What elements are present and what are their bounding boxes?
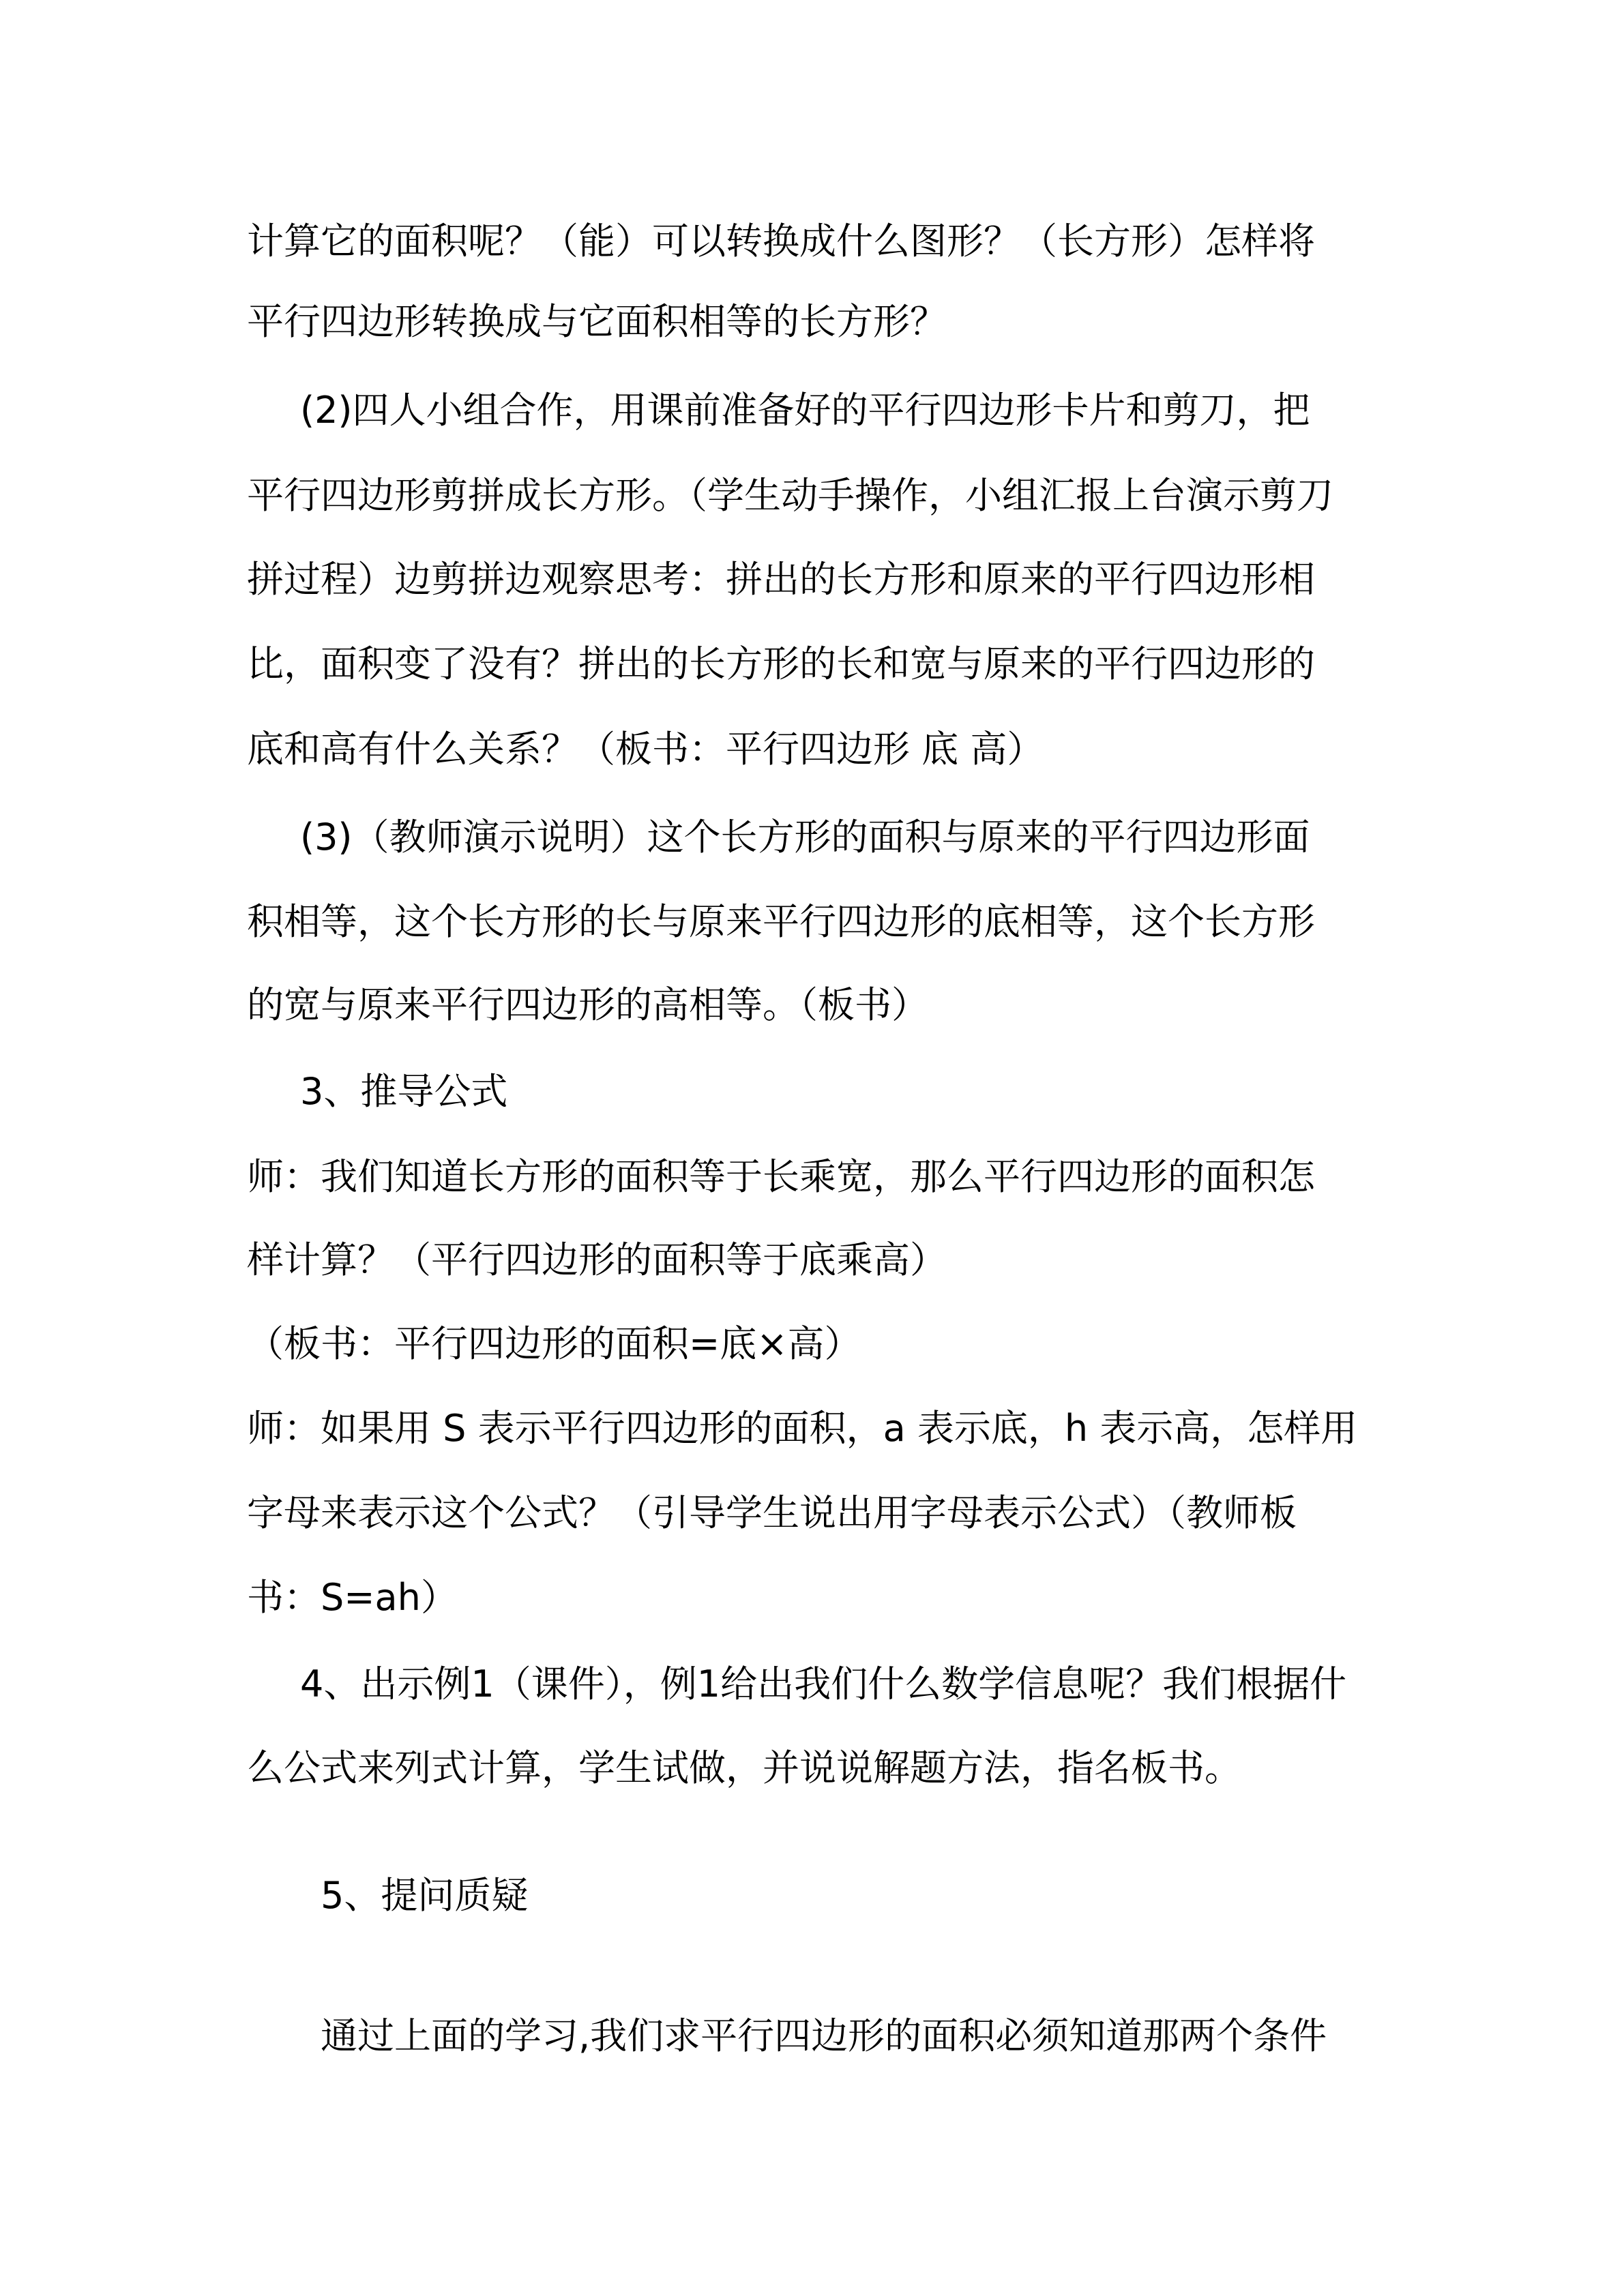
text-line: 的宽与原来平行四边形的高相等。（板书） [247, 983, 928, 1026]
text-line: 底和高有什么关系？（板书：平行四边形 底 高） [247, 728, 1044, 771]
text-line: 计算它的面积呢？（能）可以转换成什么图形？（长方形）怎样将 [247, 220, 1315, 263]
text-line: 平行四边形转换成与它面积相等的长方形？ [247, 300, 947, 343]
text-line: 么公式来列式计算，学生试做，并说说解题方法，指名板书。 [247, 1746, 1241, 1789]
text-line: (2)四人小组合作，用课前准备好的平行四边形卡片和剪刀，把 [300, 389, 1310, 432]
text-line: 通过上面的学习,我们求平行四边形的面积必须知道那两个条件 [321, 2014, 1327, 2057]
section-heading: 3、推导公式 [300, 1070, 508, 1113]
text-line: 师：我们知道长方形的面积等于长乘宽，那么平行四边形的面积怎 [247, 1155, 1315, 1198]
text-line: 比，面积变了没有？拼出的长方形的长和宽与原来的平行四边形的 [247, 642, 1315, 685]
text-line: 4、出示例1（课件），例1给出我们什么数学信息呢？我们根据什 [300, 1663, 1347, 1705]
text-line: 积相等，这个长方形的长与原来平行四边形的底相等，这个长方形 [247, 900, 1315, 943]
text-line: 书：S=ah） [247, 1576, 458, 1619]
text-line: 平行四边形剪拼成长方形。（学生动手操作，小组汇报上台演示剪刀 [247, 474, 1333, 517]
text-line: (3)（教师演示说明）这个长方形的面积与原来的平行四边形面 [300, 816, 1310, 859]
text-line: 师：如果用 S 表示平行四边形的面积，a 表示底，h 表示高，怎样用 [247, 1407, 1358, 1450]
text-line: 拼过程）边剪拼边观察思考：拼出的长方形和原来的平行四边形相 [247, 558, 1315, 601]
text-line: （板书：平行四边形的面积=底×高） [247, 1322, 861, 1365]
section-heading: 5、提问质疑 [321, 1874, 529, 1917]
text-line: 样计算？（平行四边形的面积等于底乘高） [247, 1238, 947, 1281]
text-line: 字母来表示这个公式？（引导学生说出用字母表示公式）（教师板 [247, 1491, 1297, 1534]
